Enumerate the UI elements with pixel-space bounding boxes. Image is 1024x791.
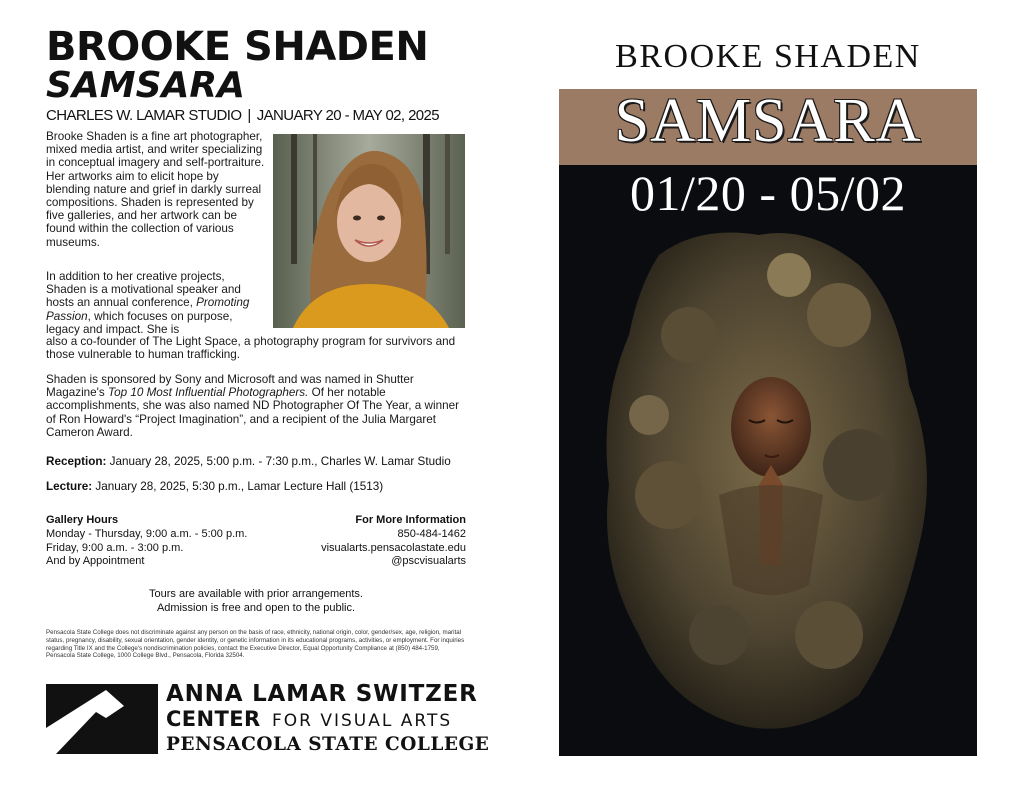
poster-artwork [559,165,977,756]
poster-exhibition-title: SAMSARA [614,87,922,155]
artwork-illustration [559,165,977,756]
artist-name-heading: BROOKE SHADEN [46,24,429,70]
venue-date-line [46,107,466,124]
bio-paragraph-3-text-b: Of her notable accomplishments, she was also named ND Photographer Of The Year, a winner of Ron Howard's “Project Imagination”, and a recipient of the Julia Margaret Cameron Award. [46,386,459,439]
gallery-hours-line: And by Appointment [46,555,145,567]
phone-number: 850-484-1462 [397,528,466,540]
gallery-hours-line: Friday, 9:00 a.m. - 3:00 p.m. [46,542,184,554]
bio-paragraph-2-continued: also a co-founder of The Light Space, a photography program for survivors and those vulnerable to human trafficking. [46,335,456,362]
tours-line: Tours are available with prior arrangements. [149,588,363,600]
bio-paragraph-2 [46,270,266,336]
bio-paragraph-2-text-a: In addition to her creative projects, Shaden is a motivational speaker and hosts an annual conference, [46,270,241,310]
venue-separator: | [247,107,251,124]
nondiscrimination-statement: Pensacola State College does not discriminate against any person on the basis of race, ethnicity, national origin, color, gender/sex, age, religion, marital status, pregnancy, disability, sexual orientation, gender identity, or genetic information in its educational programs, activities, or employment. For inquiries regarding Title IX and the College's nondiscrimination policies, contact the Executive Director, Equal Opportunity Compliance at (850) 484-1759, Pensacola State College, 1000 College Blvd., Pensacola, Florida 32504. [46,629,465,660]
poster-artist-name: BROOKE SHADEN [615,38,921,75]
gallery-hours-heading: Gallery Hours [46,514,119,526]
lecture-details: January 28, 2025, 5:30 p.m., Lamar Lecture Hall (1513) [95,480,384,493]
poster-dates: 01/20 - 05/02 [630,165,906,221]
logo-text-line-1: ANNA LAMAR SWITZER [166,681,478,707]
admission-line: Admission is free and open to the public. [156,602,356,614]
bio-paragraph-3-text-a: Shaden is sponsored by Sony and Microsoft and was named in Shutter Magazine's [46,373,414,400]
mountain-logo-icon [46,684,158,754]
website-link[interactable]: visualarts.pensacolastate.edu [321,542,466,554]
reception-label: Reception: [46,455,107,468]
lecture-info [46,480,476,493]
venue-name: CHARLES W. LAMAR STUDIO [46,107,242,124]
artist-portrait [273,134,465,328]
exhibition-dates: JANUARY 20 - MAY 02, 2025 [256,107,440,124]
conference-name: Promoting Passion [46,296,250,323]
bio-paragraph-2-text-b: , which focuses on purpose, legacy and impact. She is [46,309,233,336]
reception-info [46,455,476,468]
more-info-heading: For More Information [355,514,466,526]
logo-text-center: CENTER [166,707,261,731]
logo-text-visual-arts: FOR VISUAL ARTS [272,711,453,731]
bio-paragraph-3 [46,373,466,439]
exhibition-title: SAMSARA [46,65,245,106]
reception-details: January 28, 2025, 5:00 p.m. - 7:30 p.m., Charles W. Lamar Studio [109,455,451,468]
tours-note [46,587,466,615]
portrait-illustration [273,134,465,328]
gallery-hours-line: Monday - Thursday, 9:00 a.m. - 5:00 p.m. [46,528,248,540]
bio-paragraph-1: Brooke Shaden is a fine art photographer, mixed media artist, and writer specializing in conceptual imagery and self-portraiture. Her artworks aim to elicit hope by blending nature and grief in darkly surreal compositions. Shaden is represented by five galleries, and her artwork can be found within the collection of various museums. [46,130,265,249]
logo-text-college: PENSACOLA STATE COLLEGE [166,734,490,755]
lecture-label: Lecture: [46,480,93,493]
award-list-title: Top 10 Most Influential Photographers. [108,386,309,400]
social-handle[interactable]: @pscvisualarts [391,555,466,567]
